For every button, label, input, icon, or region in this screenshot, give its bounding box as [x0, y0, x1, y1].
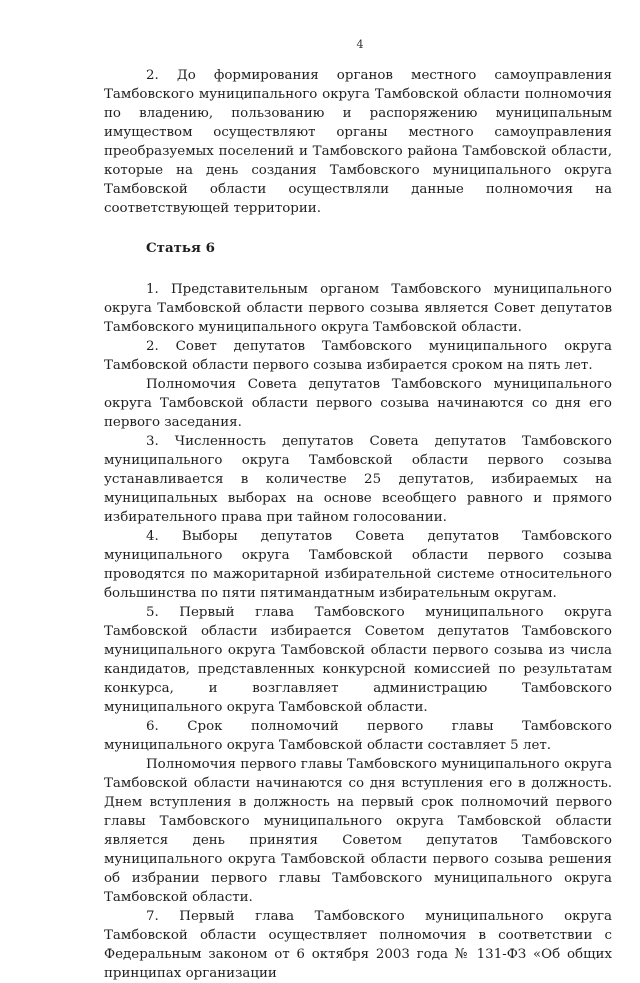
paragraph-item5: 5. Первый глава Тамбовского муниципального округа Тамбовской области избирается Советом депутатов Тамбовского муниципального округа Тамбовской области первого созыва из числа кандидатов, представленных конкурсной комиссией по результатам конкурса, и возглавляет администрацию Тамбовского муниципального округа Тамбовской области. [104, 605, 612, 715]
paragraph-item4: 4. Выборы депутатов Совета депутатов Тамбовского муниципального округа Тамбовской области первого созыва проводятся по мажоритарной избирательной системе относительного большинства по пяти пятимандатным избирательным округам. [104, 529, 612, 601]
paragraph-article5-item2: 2. До формирования органов местного самоуправления Тамбовского муниципального округа Тамбовской области полномочия по владению, пользованию и распоряжению муниципальным имуществом осуществляют органы местного самоуправления преобразуемых поселений и Тамбовского района Тамбовской области, которые на день создания Тамбовского муниципального округа Тамбовской области осуществляли данные полномочия на соответствующей территории. [104, 68, 612, 216]
paragraph-item3: 3. Численность депутатов Совета депутатов Тамбовского муниципального округа Тамбовской области первого созыва устанавливается в количестве 25 депутатов, избираемых на муниципальных выборах на основе всеобщего равного и прямого избирательного права при тайном голосовании. [104, 434, 612, 525]
document-body [104, 66, 612, 983]
paragraph-item7: 7. Первый глава Тамбовского муниципального округа Тамбовской области осуществляет полномочия в соответствии с Федеральным законом от 6 октября 2003 года № 131-ФЗ «Об общих принципах организации [104, 909, 612, 981]
paragraph-item6-cont: Полномочия первого главы Тамбовского муниципального округа Тамбовской области начинаются со дня вступления его в должность. Днем вступления в должность на первый срок полномочий первого главы Тамбовского муниципального округа Тамбовской области является день принятия Советом депутатов Тамбовского муниципального округа Тамбовской области первого созыва решения об избрании первого главы Тамбовского муниципального округа Тамбовской области. [104, 757, 612, 905]
paragraph-item6: 6. Срок полномочий первого главы Тамбовского муниципального округа Тамбовской области составляет 5 лет. [104, 719, 612, 753]
article-heading: Статья 6 [146, 240, 215, 256]
page-number: 4 [356, 38, 364, 51]
paragraph-item2: 2. Совет депутатов Тамбовского муниципального округа Тамбовской области первого созыва избирается сроком на пять лет. [104, 339, 612, 373]
paragraph-item2-cont: Полномочия Совета депутатов Тамбовского муниципального округа Тамбовской области первого созыва начинаются со дня его первого заседания. [104, 377, 612, 430]
paragraph-item1: 1. Представительным органом Тамбовского муниципального округа Тамбовской области первого созыва является Совет депутатов Тамбовского муниципального округа Тамбовской области. [104, 282, 612, 335]
